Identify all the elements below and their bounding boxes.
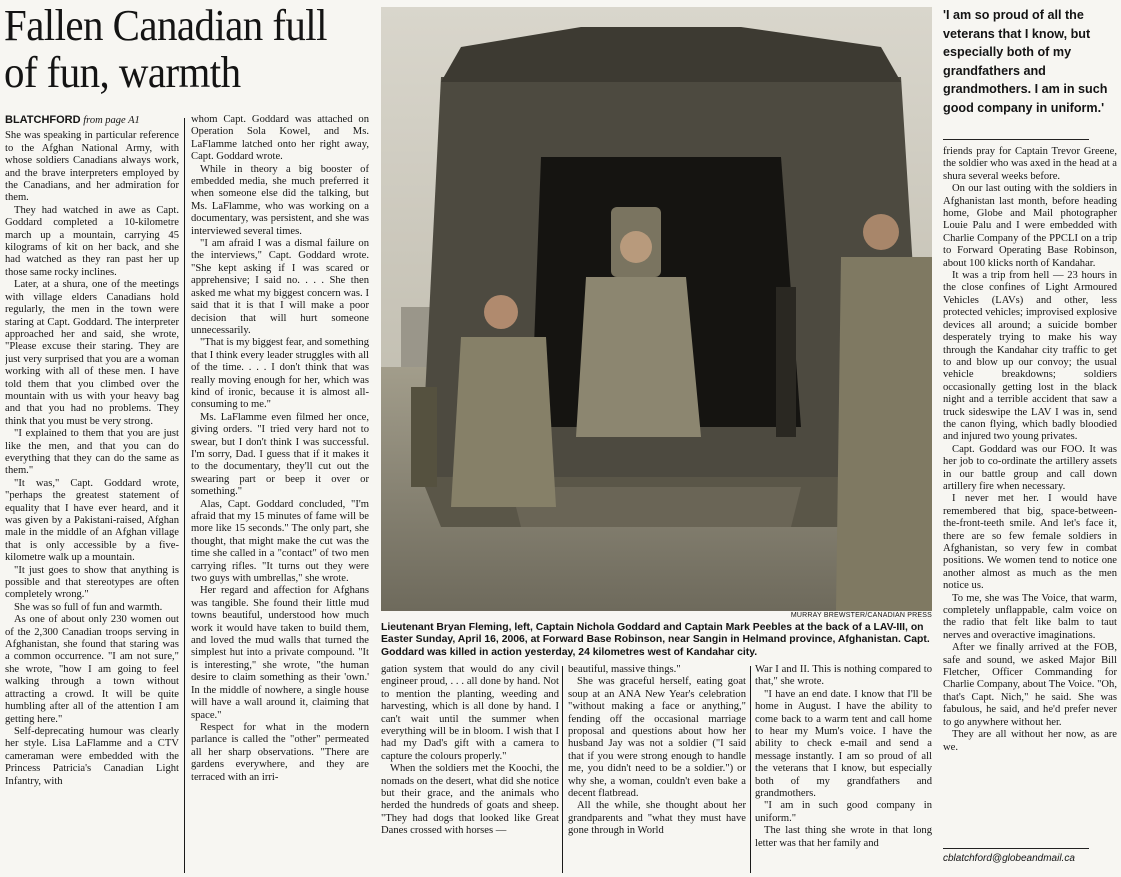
paragraph: On our last outing with the soldiers in Afghanistan last month, before heading home, Globe and Mail photographer Louie Palu and I were embedded with Charlie Company of the PPCLI on a trip to Forward Operating Base Robinson, about 100 klicks north of Kandahar.: [943, 183, 1117, 269]
paragraph: I never met her. I would have remembered that big, space-between-the-front-teeth smile. And let's face it, there are so few female soldiers in Afghanistan, so very few in combat positions. We women tend to notice one another almost as much as the men notice us.: [943, 493, 1117, 592]
byline: [5, 114, 179, 127]
paragraph: All the while, she thought about her grandparents and "what they must have gone through in World: [568, 800, 746, 837]
article-column-3: [381, 664, 559, 874]
paragraph: It was a trip from hell — 23 hours in the close confines of Light Armoured Vehicles (LAVs) and other, less protected vehicles; improvised explosive devices all around; a suicide bomber desperately trying to make his way through the Kandahar city traffic to get to and blow up our convoy; the usual vehicle breakdowns; soldiers occasionally getting lost in the black night and a terrible accident that saw a truck sideswipe the LAV I was in, send the canon flying, which badly bloodied and injured two young privates.: [943, 270, 1117, 443]
column-rule: [184, 118, 185, 873]
author-email: cblatchford@globeandmail.ca: [943, 853, 1075, 864]
paragraph: beautiful, massive things.": [568, 664, 681, 675]
pull-quote-rule: [943, 139, 1089, 140]
lav-soldiers-photo: [381, 7, 932, 611]
byline-author: BLATCHFORD: [5, 114, 81, 126]
column-rule: [562, 666, 563, 873]
paragraph: "I am in such good company in uniform.": [755, 800, 932, 824]
news-photo: [381, 7, 932, 611]
paragraph: They had watched in awe as Capt. Goddard completed a 10-kilometre march up a mountain, carrying 45 kilograms of kit on her back, and she had watched as they ran past her up those same rocky inclines.: [5, 204, 179, 278]
paragraph: Her regard and affection for Afghans was tangible. She found their little mud towns beautiful, understood how much work it would have taken to build them, and loved the mud walls that turned the simplest hut into a private compound. "It is interesting," she wrote, "the human desire to claim something as their 'own.' In the middle of nowhere, a single house will have a wall around it, claiming that space.": [191, 585, 369, 721]
paragraph: She was so full of fun and warmth.: [14, 601, 163, 613]
paragraph: After we finally arrived at the FOB, safe and sound, we asked Major Bill Fletcher, Officer Commanding for Charlie Company, about The Voice. "Oh, that's Capt. Nich," he said. She was fabulous, he said, and he'd prefer never to go anywhere without her.: [943, 642, 1117, 728]
paragraph: whom Capt. Goddard was attached on Operation Sola Kowel, and Ms. LaFlamme latched onto her right away, Capt. Goddard wrote.: [191, 114, 369, 163]
paragraph: gation system that would do any civil engineer proud, . . . all done by hand. Not to mention the planting, weeding and harvesting, which is all done by hand. I can't wait until the summer when everything will be in bloom. I wish that I had my Dad's gift with a camera to capture the colours properly.": [381, 664, 559, 762]
paragraph: War I and II. This is nothing compared to that," she wrote.: [755, 664, 932, 688]
paragraph: "That is my biggest fear, and something that I think every leader struggles with all of the time. . . . I don't think that was really moving enough for her, which was kind of ironic, because it is almost all-consuming to me.": [191, 337, 369, 411]
paragraph: Respect for what in the modern parlance is called the "other" permeated all her sharp observations. "There are gardens everywhere, and they are terraced with an irri-: [191, 721, 369, 783]
article-column-2: [191, 114, 369, 874]
photo-caption: Lieutenant Bryan Fleming, left, Captain Nichola Goddard and Captain Mark Peebles at the back of a LAV-III, on Easter Sunday, April 16, 2006, at Forward Base Robinson, near Sangin in Helmand province, Afghanistan. Capt. Goddard was killed in action yesterday, 24 kilometres west of Kandahar city.: [381, 622, 930, 658]
paragraph: Alas, Capt. Goddard concluded, "I'm afraid that my 15 minutes of fame will be more like 15 seconds." The only part, she thought, that might make the cut was the time she called in a "contact" of two men carrying rifles. "It turns out they were two guys with umbrellas," she wrote.: [191, 498, 369, 585]
article-column-5: [755, 664, 932, 874]
paragraph: As one of about only 230 women out of the 2,300 Canadian troops serving in Afghanistan, she found that staring was a common occurrence. "I am not sure," she wrote, "how I am going to feel walking through a town without attracting a crowd. It will be quite humbling after all of the attention I am getting here.": [5, 614, 179, 725]
paragraph: The last thing she wrote in that long letter was that her family and: [755, 825, 932, 849]
paragraph: "I explained to them that you are just like the men, and that you can do everything that they can do the same as them.": [5, 428, 179, 477]
signature-rule: [943, 848, 1089, 849]
paragraph: friends pray for Captain Trevor Greene, the soldier who was axed in the head at a shura several weeks before.: [943, 146, 1117, 182]
paragraph: "It was," Capt. Goddard wrote, "perhaps the greatest statement of equality that I have ever heard, and it was given by a Pakistani-raised, Afghan male in the middle of an Afghan village that is only accessible by a five-kilometre walk up a mountain.: [5, 477, 179, 564]
paragraph: She was speaking in particular reference to the Afghan National Army, with whose soldiers Canadians always work, and the brave interpreters employed by the Canadians, and her admiration for them.: [5, 130, 179, 204]
article-column-4: [568, 664, 746, 874]
paragraph: "It just goes to show that anything is possible and that stereotypes are often completely wrong.": [5, 564, 179, 601]
paragraph: Capt. Goddard was our FOO. It was her job to co-ordinate the artillery assets in our battle group and call down artillery fire when necessary.: [943, 443, 1117, 492]
paragraph: They are all without her now, as are we.: [943, 729, 1117, 753]
paragraph: She was graceful herself, eating goat soup at an ANA New Year's celebration "without making a face or anything," fending off the occasional marriage proposal and questions about how her husband Jay was not a soldier ("I said that if you were strong enough to handle me, you didn't need to be a soldier.") or why she, a woman, couldn't even bake a decent flatbread.: [568, 676, 746, 800]
column-rule: [750, 666, 751, 873]
paragraph: Later, at a shura, one of the meetings with village elders Canadians hold regularly, the men in the town were staring at Capt. Goddard. The interpreter approached her and said, she wrote, "Please excuse their staring. They are just very surprised that you are a woman working with all of these men. I have told them that you climbed over the mountain with us with your heavy bag and that you had no problems. They think that you must be very strong.: [5, 279, 179, 427]
headline: Fallen Canadian full of fun, warmth: [4, 1, 327, 97]
article-column-1: [5, 114, 179, 874]
photo-credit: MURRAY BREWSTER/CANADIAN PRESS: [790, 612, 932, 619]
article-column-6: [943, 146, 1117, 844]
paragraph: Ms. LaFlamme even filmed her once, giving orders. "I tried very hard not to swear, but I don't think I was successful. I'm sorry, Dad. I guess that if it makes it to the documentary, they'll cut out the swearing part or beep it over or something.": [191, 411, 369, 498]
paragraph: When the soldiers met the Koochi, the nomads on the desert, what did she notice but their grace, and the animals who herded the hundreds of goats and sheep. "They had dogs that looked like Great Danes crossed with horses —: [381, 763, 559, 837]
byline-jump: from page A1: [83, 115, 140, 126]
pull-quote: 'I am so proud of all the veterans that I know, but especially both of my grandfathers and grandmothers. I am in such good company in uniform.': [943, 8, 1108, 115]
paragraph: Self-deprecating humour was clearly her style. Lisa LaFlamme and a CTV cameraman were embedded with the Princess Patricia's Canadian Light Infantry, with: [5, 725, 179, 787]
paragraph: "I have an end date. I know that I'll be home in August. I have the ability to come back to a warm tent and call home to hear my Mum's voice. I have the ability to check e-mail and send a message instantly. I am so proud of all the veterans that I know, but especially both of my grandfathers and grandmothers.: [755, 688, 932, 800]
paragraph: While in theory a big booster of embedded media, she much preferred it when someone else did the talking, but Ms. LaFlamme, who was working on a documentary, was persistent, and she was interviewed several times.: [191, 163, 369, 237]
paragraph: "I am afraid I was a dismal failure on the interviews," Capt. Goddard wrote. "She kept asking if I was scared or apprehensive; I said no. . . . She then asked me what my biggest concern was. I said that it is that I will make a poor decision that will hurt someone unnecessarily.: [191, 238, 369, 336]
paragraph: To me, she was The Voice, that warm, completely unflappable, calm voice on the radio that felt like balm to taut nerves and overactive imaginations.: [943, 592, 1117, 641]
